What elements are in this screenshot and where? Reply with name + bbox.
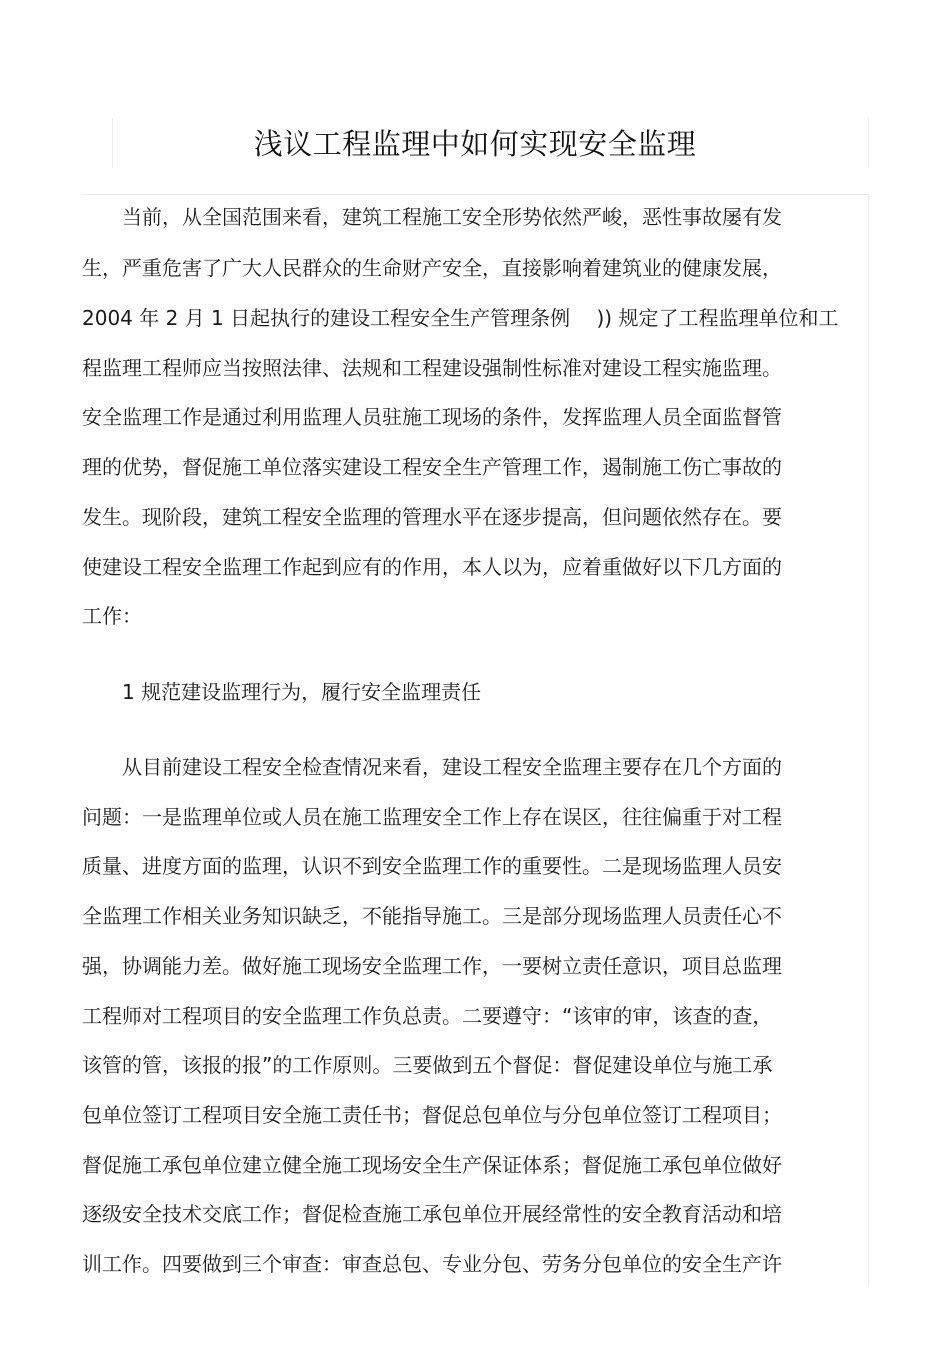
paragraph-line: 包单位签订工程项目安全施工责任书；督促总包单位与分包单位签订工程项目； — [82, 1103, 782, 1127]
paragraph-line: 使建设工程安全监理工作起到应有的作用，本人以为，应着重做好以下几方面的 — [82, 555, 782, 579]
paragraph-line: 督促施工承包单位建立健全施工现场安全生产保证体系；督促施工承包单位做好 — [82, 1153, 782, 1177]
paragraph-line: 从目前建设工程安全检查情况来看，建设工程安全监理主要存在几个方面的 — [122, 755, 782, 779]
section-heading: 1 规范建设监理行为，履行安全监理责任 — [122, 680, 482, 704]
paragraph-line: 该管的管，该报的报”的工作原则。三要做到五个督促：督促建设单位与施工承 — [82, 1053, 773, 1077]
body-frame-top-line — [82, 194, 869, 195]
paragraph-line: 程监理工程师应当按照法律、法规和工程建设强制性标准对建设工程实施监理。 — [82, 356, 782, 380]
paragraph-line: 强，协调能力差。做好施工现场安全监理工作，一要树立责任意识，项目总监理 — [82, 954, 782, 978]
paragraph-line: 质量、进度方面的监理，认识不到安全监理工作的重要性。二是现场监理人员安 — [82, 854, 782, 878]
paragraph-line: 生，严重危害了广大人民群众的生命财产安全，直接影响着建筑业的健康发展， — [82, 256, 782, 280]
paragraph-line: 安全监理工作是通过利用监理人员驻施工现场的条件，发挥监理人员全面监督管 — [82, 405, 782, 429]
body-frame-right-line — [868, 194, 869, 1286]
paragraph-line: 工程师对工程项目的安全监理工作负总责。二要遵守：“该审的审，该查的查， — [82, 1004, 773, 1028]
document-title: 浅议工程监理中如何实现安全监理 — [253, 127, 697, 161]
paragraph-line: 工作： — [82, 604, 142, 628]
paragraph-line: 问题：一是监理单位或人员在施工监理安全工作上存在误区，往往偏重于对工程 — [82, 805, 782, 829]
paragraph-line: 发生。现阶段，建筑工程安全监理的管理水平在逐步提高，但问题依然存在。要 — [82, 505, 782, 529]
paragraph-line: 全监理工作相关业务知识缺乏，不能指导施工。三是部分现场监理人员责任心不 — [82, 904, 782, 928]
paragraph-line: 逐级安全技术交底工作；督促检查施工承包单位开展经常性的安全教育活动和培 — [82, 1202, 782, 1226]
paragraph-line: 2004 年 2 月 1 日起执行的建设工程安全生产管理条例 )) 规定了工程监理单位和工 — [82, 306, 839, 330]
paragraph-line: 训工作。四要做到三个审查：审查总包、专业分包、劳务分包单位的安全生产许 — [82, 1252, 782, 1276]
paragraph-line: 当前，从全国范围来看，建筑工程施工安全形势依然严峻，恶性事故屡有发 — [122, 205, 782, 229]
paragraph-line: 理的优势，督促施工单位落实建设工程安全生产管理工作，遏制施工伤亡事故的 — [82, 455, 782, 479]
